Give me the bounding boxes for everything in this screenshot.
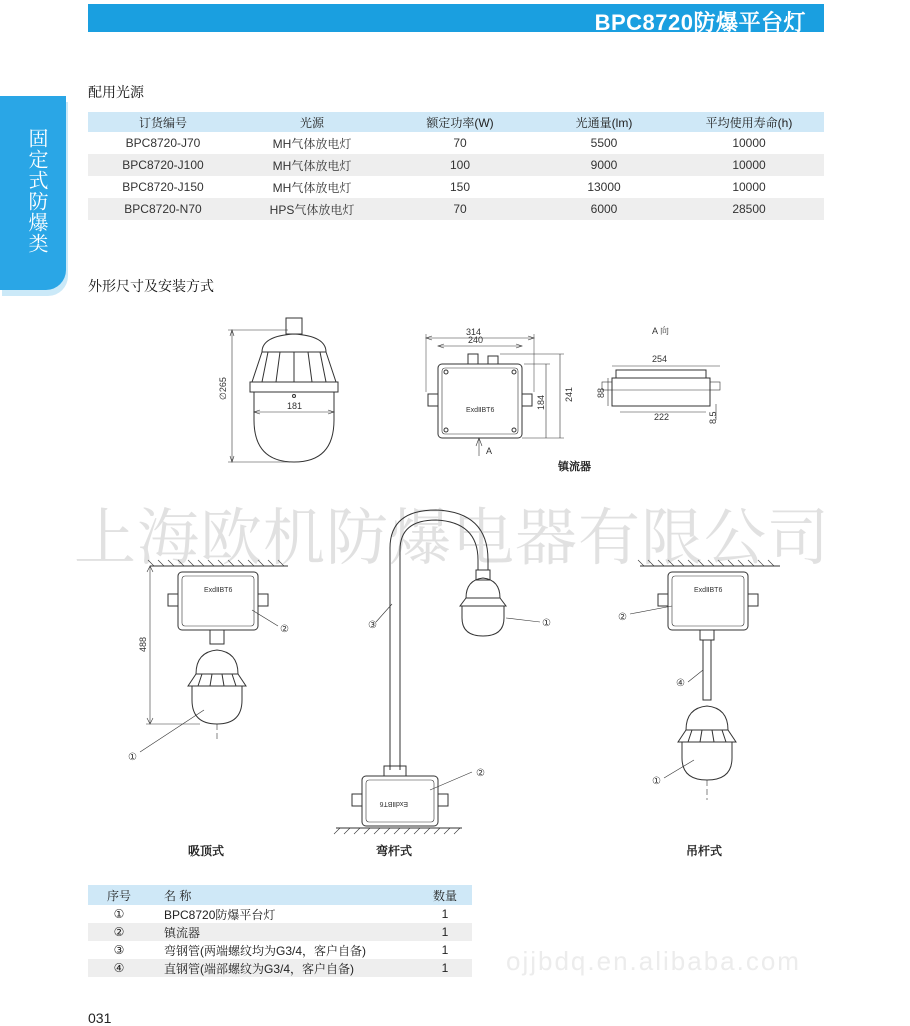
table-cell: 13000 bbox=[587, 180, 621, 194]
table-cell: MH气体放电灯 bbox=[238, 154, 386, 176]
table-cell: BPC8720防爆平台灯 bbox=[164, 907, 276, 922]
ceiling-ballast-marking: ExdⅡBT6 bbox=[204, 587, 233, 594]
table-cell: 10000 bbox=[732, 136, 766, 150]
section-title-dimensions: 外形尺寸及安装方式 bbox=[88, 278, 214, 294]
table-cell: 1 bbox=[418, 959, 472, 977]
dim-view-a-width: 254 bbox=[652, 354, 668, 364]
column-header: 平均使用寿命(h) bbox=[674, 112, 824, 132]
page-number: 031 bbox=[88, 1010, 112, 1026]
parts-table bbox=[88, 885, 472, 977]
dim-view-a-inner: 222 bbox=[654, 412, 670, 422]
table-cell: ② bbox=[88, 923, 150, 941]
table-cell: 10000 bbox=[732, 180, 766, 194]
dim-view-a-height: 88 bbox=[596, 387, 606, 398]
table-cell: BPC8720-J70 bbox=[125, 136, 201, 150]
table-cell: 28500 bbox=[674, 198, 824, 220]
table-row bbox=[88, 923, 472, 941]
table-cell: BPC8720-N70 bbox=[88, 198, 238, 220]
table-row bbox=[88, 941, 472, 959]
table-cell: BPC8720-J100 bbox=[88, 154, 238, 176]
ballast-caption: 镇流器 bbox=[558, 461, 591, 473]
view-a-title: A 向 bbox=[652, 326, 670, 336]
table-cell: 弯钢管(两端螺纹均为G3/4，客户自备) bbox=[164, 943, 367, 958]
bent-mark-2: ② bbox=[476, 768, 485, 779]
section-title-light-source: 配用光源 bbox=[88, 84, 144, 100]
table-cell: HPS气体放电灯 bbox=[238, 198, 386, 220]
dim-ceiling-height: 488 bbox=[138, 636, 148, 652]
bent-ballast-marking: ExdⅡBT6 bbox=[379, 800, 408, 807]
dim-ballast-inner-width: 240 bbox=[468, 335, 484, 345]
table-cell: 直钢管(端部螺纹为G3/4，客户自备) bbox=[150, 959, 418, 977]
dim-lamp-width: 181 bbox=[287, 401, 303, 411]
pendant-ballast-marking: ExdⅡBT6 bbox=[694, 587, 723, 594]
table-cell: 70 bbox=[453, 136, 467, 150]
table-cell: MH气体放电灯 bbox=[272, 136, 352, 151]
pendant-mark-1: ① bbox=[652, 776, 661, 787]
table-row bbox=[88, 959, 472, 977]
dim-ballast-outer-height: 241 bbox=[564, 386, 574, 402]
table-cell: 1 bbox=[441, 943, 449, 957]
pendant-mark-4: ④ bbox=[676, 678, 685, 689]
table-cell: 150 bbox=[449, 180, 471, 194]
bent-mark-3: ③ bbox=[368, 620, 377, 631]
column-header: 光通量(lm) bbox=[534, 112, 674, 132]
dim-ballast-outer-width: 314 bbox=[466, 327, 482, 337]
column-header: 光源 bbox=[238, 112, 386, 132]
table-cell: 镇流器 bbox=[150, 923, 418, 941]
table-cell: 1 bbox=[441, 907, 449, 921]
pendant-mount-drawing bbox=[630, 560, 780, 800]
ballast-marking: ExdⅡBT6 bbox=[466, 407, 495, 414]
table-cell: 1 bbox=[418, 923, 472, 941]
column-header: 名 称 bbox=[150, 885, 418, 905]
column-header: 数量 bbox=[418, 885, 472, 905]
page-title: BPC8720防爆平台灯 bbox=[594, 10, 806, 35]
dim-lamp-diameter: ∅265 bbox=[218, 377, 228, 400]
table-cell: 6000 bbox=[534, 198, 674, 220]
table-cell: 5500 bbox=[590, 136, 618, 150]
pendant-mark-2: ② bbox=[618, 612, 627, 623]
dim-view-a-foot: 8.5 bbox=[708, 411, 718, 424]
url-watermark: ojjbdq.en.alibaba.com bbox=[506, 946, 801, 976]
table-cell: ④ bbox=[88, 959, 150, 977]
dim-ballast-inner-height: 184 bbox=[536, 394, 546, 410]
table-row bbox=[88, 905, 472, 923]
table-cell: 10000 bbox=[674, 154, 824, 176]
column-header: 序号 bbox=[88, 885, 150, 905]
column-header: 额定功率(W) bbox=[386, 112, 534, 132]
arrow-a-label: A bbox=[486, 446, 493, 456]
caption-bent-pole-mount: 弯杆式 bbox=[376, 844, 413, 858]
lamp-dimension-drawing bbox=[228, 318, 338, 462]
table-cell: MH气体放电灯 bbox=[272, 180, 352, 195]
table-cell: BPC8720-J150 bbox=[122, 180, 204, 194]
table-header-row bbox=[88, 885, 472, 905]
table-cell: ① bbox=[113, 907, 125, 921]
table-cell: 70 bbox=[386, 198, 534, 220]
caption-ceiling-mount: 吸顶式 bbox=[188, 844, 225, 858]
company-watermark: 上海欧机防爆电器有限公司 bbox=[74, 501, 831, 574]
table-cell: ③ bbox=[113, 943, 125, 957]
category-label: 固定式防爆类 bbox=[25, 128, 47, 254]
caption-pendant-mount: 吊杆式 bbox=[686, 844, 723, 858]
ceiling-mark-2: ② bbox=[280, 624, 289, 635]
table-cell: 9000 bbox=[534, 154, 674, 176]
bent-pole-mount-drawing bbox=[334, 510, 540, 834]
table-cell: 100 bbox=[386, 154, 534, 176]
bent-mark-1: ① bbox=[542, 618, 551, 629]
column-header: 订货编号 bbox=[88, 112, 238, 132]
ceiling-mark-1: ① bbox=[128, 752, 137, 763]
